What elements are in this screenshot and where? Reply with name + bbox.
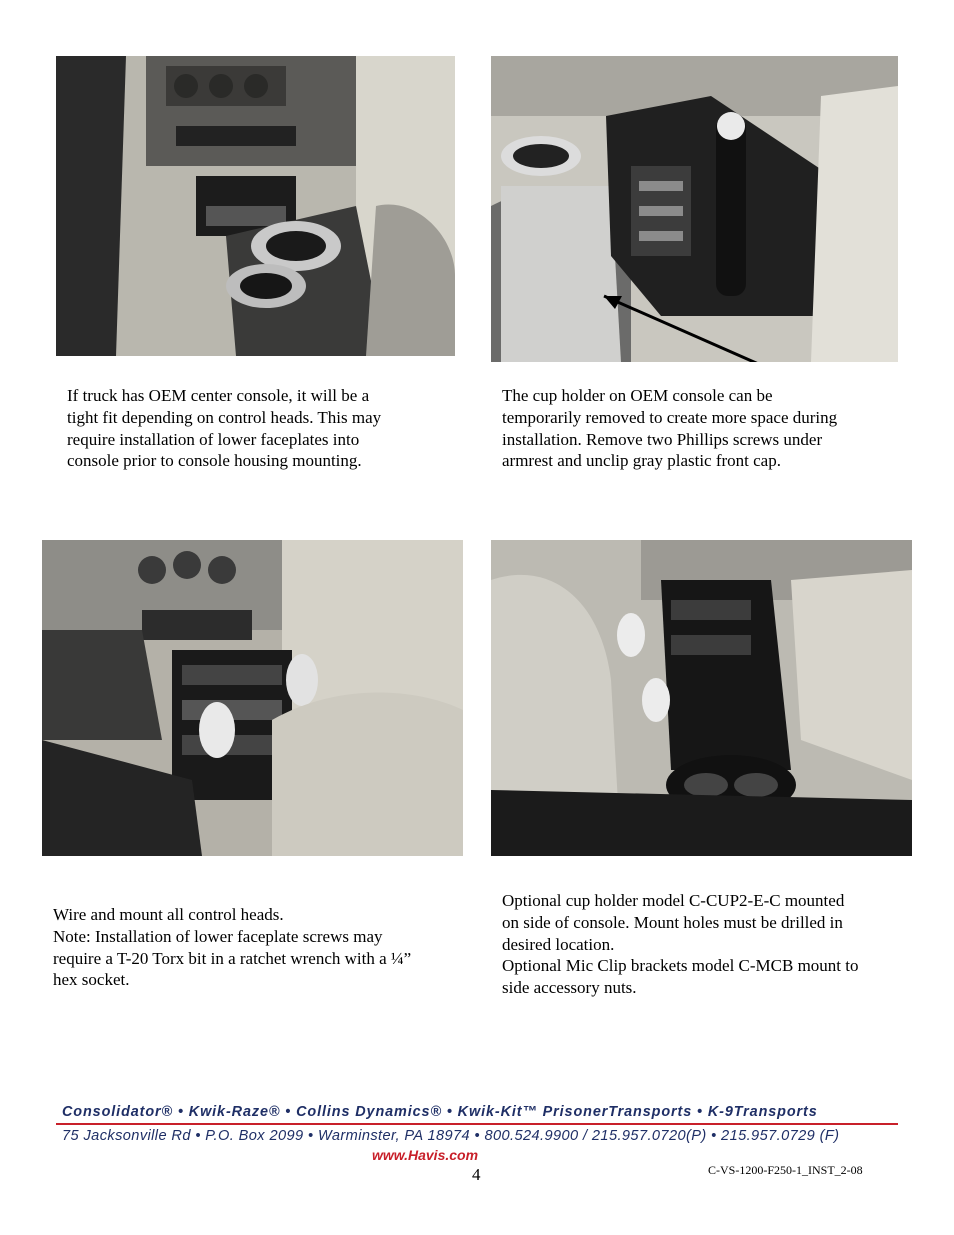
photo-cup-holder-removal: [491, 56, 898, 362]
page-number: 4: [472, 1165, 481, 1184]
company-footer: [56, 1104, 898, 1163]
caption-oem-console: If truck has OEM center console, it will be a tight fit depending on control heads. This may require installation of lower faceplates into console prior to console housing mounting.: [67, 386, 382, 471]
photo-oem-center-console: [56, 56, 455, 356]
photo-optional-cup-holder: [491, 540, 912, 856]
photo-control-heads-mounted: [42, 540, 463, 856]
company-address: 75 Jacksonville Rd • P.O. Box 2099 • Warminster, PA 18974 • 800.524.9900 / 215.957.0720(P) • 215.957.0729 (F): [62, 1128, 840, 1144]
caption-optional-cup-holder: Optional cup holder model C-CUP2-E-C mounted on side of console. Mount holes must be drilled in desired location. Optional Mic Clip brackets model C-MCB mount to side accessory nuts.: [502, 891, 859, 998]
brand-list: Consolidator® • Kwik-Raze® • Collins Dynamics® • Kwik-Kit™ PrisonerTransports • K-9Transports: [62, 1104, 818, 1120]
caption-cup-holder-removal: The cup holder on OEM console can be temporarily removed to create more space during installation. Remove two Phillips screws under armrest and unclip gray plastic front cap.: [502, 386, 838, 471]
website-link[interactable]: www.Havis.com: [371, 1147, 479, 1163]
footer-divider: [56, 1123, 898, 1125]
document-code: C-VS-1200-F250-1_INST_2-08: [708, 1163, 863, 1177]
caption-control-heads: Wire and mount all control heads. Note: Installation of lower faceplate screws may require a T-20 Torx bit in a ratchet wrench with a ¼” hex socket.: [53, 905, 412, 990]
